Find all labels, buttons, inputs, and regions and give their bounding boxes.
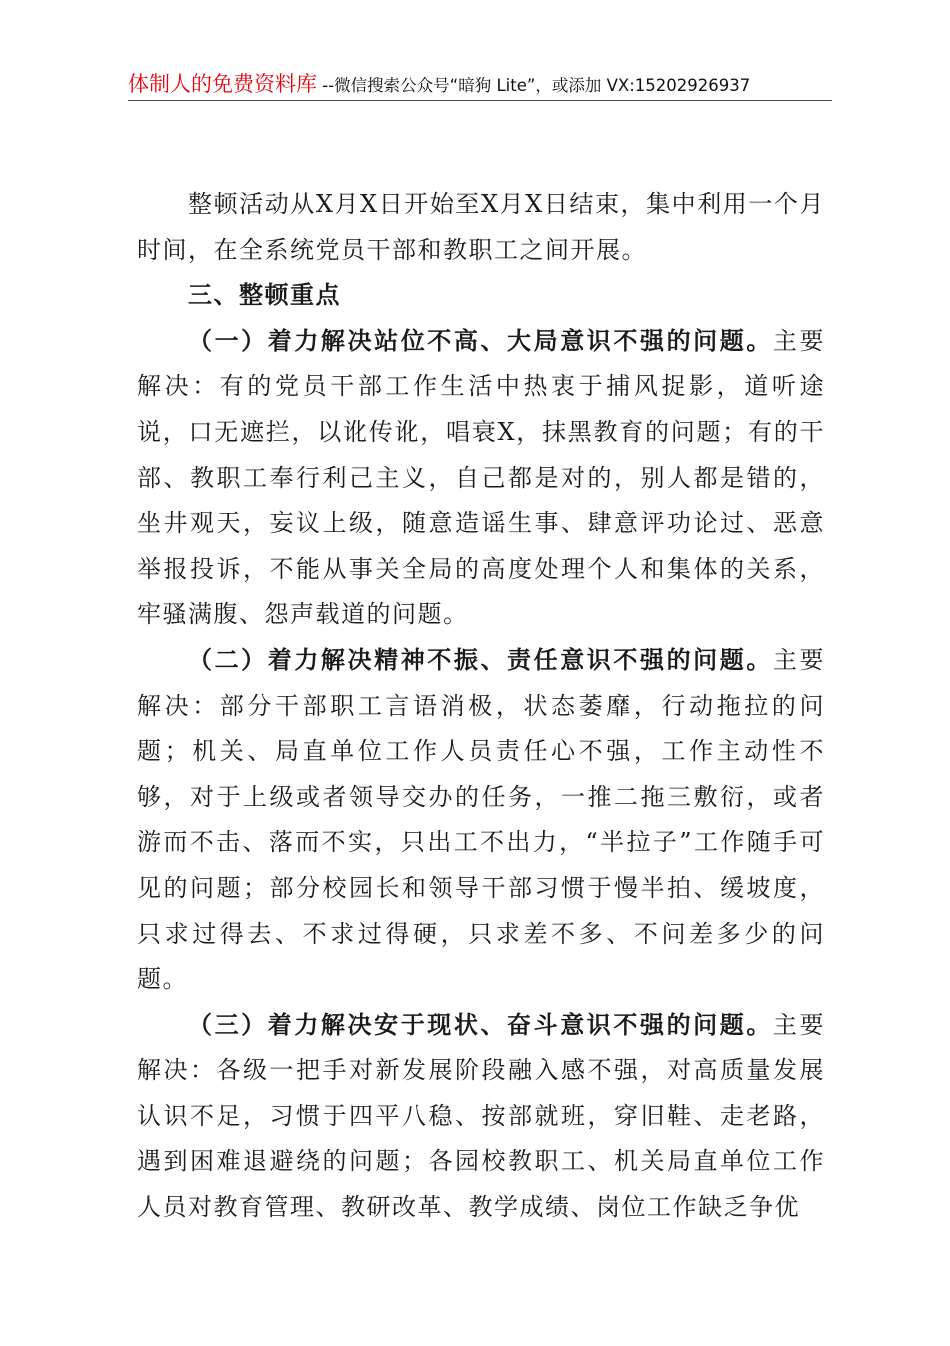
intro-paragraph: 整顿活动从X月X日开始至X月X日结束，集中利用一个月时间，在全系统党员干部和教职工之间开展。 — [137, 190, 825, 264]
item-text-2: 主要解决：部分干部职工言语消极，状态萎靡，行动拖拉的问题；机关、局直单位工作人员责任心不强，工作主动性不够，对于上级或者领导交办的任务，一推二拖三敷衍，或者游而不击、落而不实，只出工不出力，“半拉子”工作随手可见的问题；部分校园长和领导干部习惯于慢半拍、缓坡度，只求过得去、不求过得硬，只求差不多、不问差多少的问题。 — [137, 645, 826, 994]
item-lead-1: （一）着力解决站位不高、大局意识不强的问题。 — [188, 326, 773, 355]
section-title: 三、整顿重点 — [188, 281, 341, 310]
item-paragraph-1 — [137, 319, 825, 638]
header-brand: 体制人的免费资料库 — [128, 72, 317, 96]
item-lead-2: （二）着力解决精神不振、责任意识不强的问题。 — [188, 645, 773, 674]
item-paragraph-3 — [137, 1003, 825, 1231]
page-header — [128, 70, 832, 101]
item-lead-3: （三）着力解决安于现状、奋斗意识不强的问题。 — [188, 1010, 773, 1039]
header-tagline: --微信搜索公众号“暗狗 Lite”，或添加 VX:15202926937 — [317, 76, 751, 95]
document-body — [137, 182, 825, 1231]
item-text-1: 主要解决：有的党员干部工作生活中热衷于捕风捉影，道听途说，口无遮拦，以讹传讹，唱衰X，抹黑教育的问题；有的干部、教职工奉行利己主义，自己都是对的，别人都是错的，坐井观天，妄议上级，随意造谣生事、肆意评功论过、恶意举报投诉，不能从事关全局的高度处理个人和集体的关系，牢骚满腹、怨声载道的问题。 — [137, 326, 826, 629]
item-text-3: 主要解决：各级一把手对新发展阶段融入感不强，对高质量发展认识不足，习惯于四平八稳、按部就班，穿旧鞋、走老路，遇到困难退避绕的问题；各园校教职工、机关局直单位工作人员对教育管理、教研改革、教学成绩、岗位工作缺乏争优 — [137, 1010, 826, 1222]
item-paragraph-2 — [137, 638, 825, 1003]
